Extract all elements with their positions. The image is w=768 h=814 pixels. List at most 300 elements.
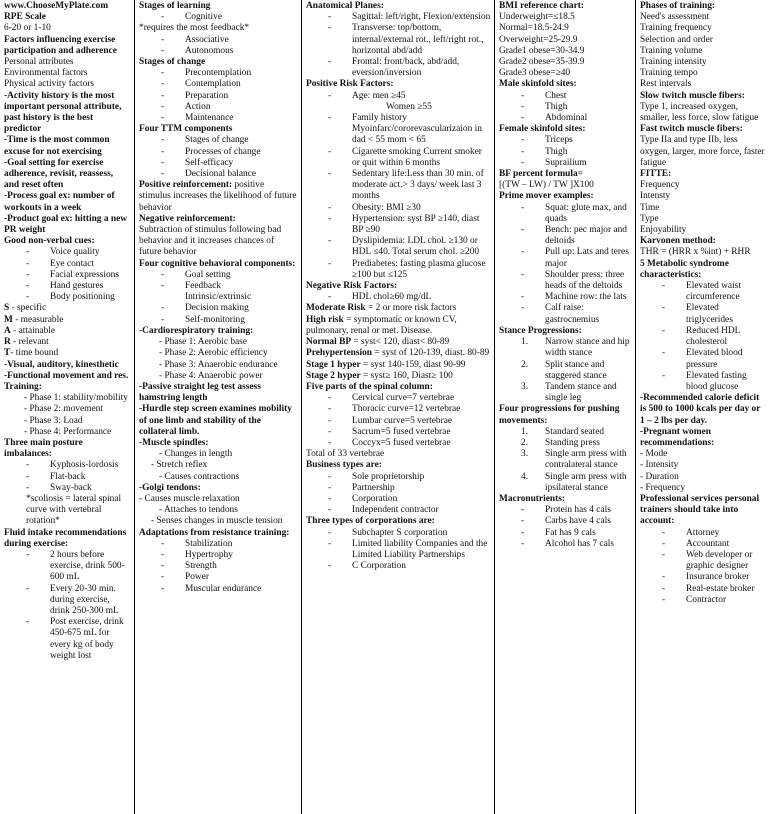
sheet-line [139, 292, 298, 303]
dash-bullet-icon: - [521, 516, 525, 527]
sheet-line [306, 337, 491, 348]
sheet-line [139, 539, 298, 550]
body-text: *requires the most feedback* [139, 23, 250, 34]
sheet-line [306, 12, 491, 23]
sheet-line [139, 505, 298, 516]
body-text: - Causes contractions [159, 471, 240, 482]
sheet-line [640, 595, 765, 606]
body-text: Chest [545, 90, 567, 101]
body-text: - Phase 1: Aerobic base [159, 337, 247, 348]
dash-bullet-icon: - [328, 415, 332, 426]
body-text: C Corporation [352, 561, 406, 572]
body-text: - Phase 2: Aerobic efficiency [159, 348, 268, 359]
dash-bullet-icon: - [328, 12, 332, 23]
heading-text: -Hurdle step screen examines mobility of one limb and stability of the collateral limb. [139, 404, 292, 437]
body-text: Standing press [545, 437, 600, 448]
sheet-line [139, 528, 298, 539]
sheet-line [640, 135, 765, 169]
dash-bullet-icon: - [161, 583, 165, 594]
sheet-line [640, 169, 765, 180]
dash-bullet-icon: - [521, 225, 525, 236]
sheet-line [499, 303, 632, 325]
sheet-line [640, 68, 765, 79]
body-text: - attainable [10, 325, 56, 336]
body-text: Insurance broker [686, 572, 750, 583]
sheet-line [306, 303, 491, 314]
dash-bullet-icon: - [662, 370, 666, 381]
body-text: Age: men ≥45 [352, 90, 406, 101]
sheet-line [306, 23, 491, 57]
sheet-line [306, 472, 491, 483]
heading-text: Four progressions for pushing movements: [499, 404, 620, 426]
body-text: Reduced HDL cholesterol [686, 325, 741, 348]
sheet-line [640, 393, 765, 427]
sheet-line [4, 236, 130, 247]
dash-bullet-icon: - [328, 23, 332, 34]
body-text: Shoulder press: three heads of the deltoids [545, 269, 625, 292]
dash-bullet-icon: - [662, 549, 666, 560]
sheet-line [4, 315, 130, 326]
body-text: Precontemplation [185, 68, 252, 79]
sheet-line [499, 147, 632, 158]
body-text: Corporation [352, 493, 398, 504]
sheet-line [499, 23, 632, 34]
body-text: Autonomous [185, 45, 234, 56]
sheet-line [640, 23, 765, 34]
dash-bullet-icon: - [328, 393, 332, 404]
sheet-line [640, 236, 765, 247]
sheet-line [139, 124, 298, 135]
sheet-line [139, 12, 298, 23]
sheet-line [499, 169, 632, 180]
dash-bullet-icon: - [521, 135, 525, 146]
dash-bullet-icon: - [26, 460, 30, 471]
body-text: Web developer or graphic designer [686, 549, 753, 572]
sheet-line [306, 449, 491, 460]
sheet-line [306, 79, 491, 90]
dash-bullet-icon: - [328, 169, 332, 180]
heading-text: Stance Progressions: [499, 325, 582, 336]
dash-bullet-icon: - [662, 281, 666, 292]
heading-text: S [4, 303, 10, 314]
body-text: Kyphosis-lordosis [50, 460, 119, 471]
heading-text: Four TTM components [139, 124, 233, 135]
dash-bullet-icon: - [662, 572, 666, 583]
body-text: Training intensity [640, 57, 707, 68]
sheet-line [4, 12, 130, 23]
sheet-line [139, 561, 298, 572]
sheet-line [139, 326, 298, 337]
sheet-line [640, 584, 765, 595]
dash-bullet-icon: - [26, 292, 30, 303]
sheet-line [139, 169, 298, 180]
body-text: Real-estate broker [686, 583, 755, 594]
dash-bullet-icon: - [662, 538, 666, 549]
sheet-line [4, 416, 130, 427]
heading-text: www.ChooseMyPlate.com [4, 1, 109, 11]
dash-bullet-icon: - [328, 471, 332, 482]
sheet-line [640, 124, 765, 135]
sheet-line [499, 516, 632, 527]
sheet-line [306, 416, 491, 427]
sheet-line [306, 236, 491, 258]
body-text: Intensty [640, 191, 671, 202]
sheet-line [640, 180, 765, 191]
body-text: - Stretch reflex [151, 460, 208, 471]
heading-text: A [4, 325, 11, 336]
body-text: Thigh [545, 146, 568, 157]
heading-text: -Cardiorespiratory training: [139, 325, 254, 336]
body-text: Preparation [185, 90, 229, 101]
sheet-line [499, 113, 632, 124]
sheet-line [640, 483, 765, 494]
sheet-line [306, 371, 491, 382]
dash-bullet-icon: - [521, 527, 525, 538]
body-text: Alcohol has 7 cals [545, 538, 614, 549]
heading-text: -Visual, auditory, kinesthetic [4, 359, 119, 370]
sheet-line [306, 360, 491, 371]
body-text: Eye contact [50, 258, 94, 269]
body-text: Post exercise, drink 450-675 mL for every kg of body weight lost [50, 617, 124, 661]
body-text: Obesity: BMI ≥30 [352, 202, 421, 213]
sheet-line [640, 460, 765, 471]
heading-text: T [4, 348, 11, 359]
body-text: Sacrum=5 fused vertebrae [352, 426, 451, 437]
dash-bullet-icon: - [26, 549, 30, 560]
heading-text: -Functional movement and res. Training: [4, 370, 129, 392]
sheet-line [139, 371, 298, 382]
sheet-line [139, 79, 298, 90]
dash-bullet-icon: - [161, 561, 165, 572]
body-text: THR = (HRR x %int) + RHR [640, 247, 751, 258]
body-text: Hypertension: syst BP ≥140, diast BP ≥90 [352, 213, 480, 236]
body-text: Subtraction of stimulus following bad behavior and it increases chances of future behavior [139, 225, 282, 258]
body-text: = syst≥ 160, Diast≥ 100 [360, 370, 453, 381]
body-text: Enjoyability [640, 225, 687, 236]
body-text: Contractor [686, 594, 727, 605]
body-text: Training tempo [640, 68, 698, 79]
heading-text: -Process goal ex: number of workouts in a week [4, 191, 115, 213]
list-number: 3. [521, 381, 529, 392]
sheet-line [4, 494, 130, 528]
sheet-line [139, 68, 298, 79]
body-text: Pull up: Lats and teres major [545, 247, 629, 269]
sheet-line [139, 180, 298, 214]
heading-text: RPE Scale [4, 12, 46, 23]
sheet-line [306, 1, 491, 12]
dash-bullet-icon: - [328, 258, 332, 269]
sheet-line [139, 360, 298, 371]
dash-bullet-icon: - [161, 79, 165, 90]
sheet-line [499, 57, 632, 68]
dash-bullet-icon: - [26, 269, 30, 280]
sheet-line [499, 1, 632, 12]
body-text: Frequency [640, 180, 680, 191]
body-text: Family history Myoinfarc/cororevascularizaion in dad < 55 mom < 65 [352, 113, 482, 146]
sheet-line [499, 472, 632, 494]
body-text: Training volume [640, 45, 703, 56]
body-text: Subchapter S corporation [352, 527, 448, 538]
sheet-line [139, 472, 298, 483]
heading-text: Negative Risk Factors: [306, 281, 398, 292]
sheet-line [139, 315, 298, 326]
heading-text: Moderate Risk [306, 303, 366, 314]
sheet-line [4, 438, 130, 460]
sheet-line [499, 135, 632, 146]
body-text: - Phase 4: Anaerobic power [159, 370, 263, 381]
body-text: Partnership [352, 482, 395, 493]
body-text: Decisional balance [185, 169, 257, 180]
sheet-line [4, 550, 130, 584]
sheet-line [640, 102, 765, 124]
sheet-line [306, 561, 491, 572]
sheet-line [640, 371, 765, 393]
sheet-line [139, 449, 298, 460]
sheet-line [306, 528, 491, 539]
sheet-line [4, 528, 130, 550]
body-text: Carbs have 4 cals [545, 516, 611, 527]
sheet-line [499, 494, 632, 505]
sheet-line [640, 348, 765, 370]
dash-bullet-icon: - [521, 505, 525, 516]
sheet-line [4, 79, 130, 90]
dash-bullet-icon: - [328, 561, 332, 572]
sheet-line [640, 572, 765, 583]
sheet-line [640, 225, 765, 236]
sheet-line [499, 438, 632, 449]
dash-bullet-icon: - [662, 303, 666, 314]
body-text: Goal setting [185, 269, 231, 280]
sheet-line [4, 1, 130, 12]
dash-bullet-icon: - [521, 146, 525, 157]
sheet-line [499, 270, 632, 292]
body-text: - Duration [640, 471, 679, 482]
body-text: Sagittal: left/right, Flexion/extension [352, 12, 491, 23]
sheet-line [4, 281, 130, 292]
body-text: Physical activity factors [4, 79, 95, 90]
sheet-line [306, 259, 491, 281]
sheet-line [306, 539, 491, 561]
body-text: Voice quality [50, 247, 100, 258]
body-text: Self-efficacy [185, 157, 234, 168]
body-text: Coccyx=5 fused vertebrae [352, 437, 451, 448]
body-text: - specific [9, 303, 47, 314]
dash-bullet-icon: - [328, 538, 332, 549]
heading-text: Male skinfold sites: [499, 79, 577, 90]
dash-bullet-icon: - [161, 157, 165, 168]
sheet-line [306, 460, 491, 471]
sheet-line [499, 180, 632, 191]
sheet-line [499, 225, 632, 247]
sheet-line [4, 35, 130, 57]
sheet-line [640, 247, 765, 258]
body-text: Overweight=25-29.9 [499, 34, 578, 45]
sheet-line [4, 427, 130, 438]
sheet-line [4, 617, 130, 662]
dash-bullet-icon: - [662, 348, 666, 359]
heading-text: -Time is the most common excuse for not exercising [4, 135, 110, 157]
body-text: Cognitive [185, 12, 222, 23]
body-text: - Phase 3: Anaerobic endurance [159, 359, 278, 370]
sheet-line [4, 584, 130, 618]
sheet-line [499, 102, 632, 113]
sheet-line [139, 102, 298, 113]
body-text: Elevated blood pressure [686, 348, 743, 370]
sheet-line [4, 483, 130, 494]
sheet-line [640, 214, 765, 225]
body-text: [(TW – LW) / TW ]X100 [499, 180, 594, 191]
heading-text: -Muscle spindles: [139, 437, 209, 448]
sheet-line [139, 281, 298, 292]
sheet-line [139, 46, 298, 57]
sheet-line [4, 91, 130, 136]
dash-bullet-icon: - [161, 549, 165, 560]
sheet-line [139, 483, 298, 494]
dash-bullet-icon: - [328, 57, 332, 68]
dash-bullet-icon: - [662, 325, 666, 336]
body-text: Single arm press with contralateral stance [545, 449, 627, 471]
sheet-line [640, 12, 765, 23]
sheet-line [4, 337, 130, 348]
dash-bullet-icon: - [161, 135, 165, 146]
body-text: Split stance and staggered stance [545, 359, 607, 381]
sheet-line [306, 483, 491, 494]
body-text: Selection and order [640, 34, 713, 45]
body-text: - Intensity [640, 460, 679, 471]
dash-bullet-icon: - [328, 213, 332, 224]
body-text: Standard seated [545, 426, 605, 437]
sheet-line [306, 169, 491, 203]
heading-text: Positive Risk Factors: [306, 79, 394, 90]
dash-bullet-icon: - [26, 258, 30, 269]
sheet-line [640, 281, 765, 303]
sheet-line [4, 259, 130, 270]
sheet-line [640, 326, 765, 348]
body-text: - Attaches to tendons [159, 505, 238, 516]
heading-text: -Goal setting for exercise adherence, revisit, reassess, and reset often [4, 157, 114, 191]
sheet-line [4, 360, 130, 371]
body-text: Narrow stance and hip width stance [545, 337, 630, 359]
dash-bullet-icon: - [161, 572, 165, 583]
dash-bullet-icon: - [26, 471, 30, 482]
body-text: Grade2 obese=35-39.9 [499, 57, 585, 68]
body-text: Transverse: top/bottom, internal/external rot., left/right rot., horizontal abd/add [352, 23, 484, 56]
heading-text: Three main posture imbalances: [4, 437, 83, 460]
list-number: 4. [521, 471, 529, 482]
body-text: Facial expressions [50, 269, 119, 280]
sheet-line [139, 303, 298, 314]
sheet-line [499, 124, 632, 135]
heading-text: 5 Metabolic syndrome characteristics: [640, 258, 729, 280]
sheet-line [139, 57, 298, 68]
sheet-line [306, 315, 491, 337]
sheet-line [499, 35, 632, 46]
heading-text: Stages of change [139, 57, 206, 68]
body-text: Stages of change [185, 135, 249, 146]
dash-bullet-icon: - [161, 281, 165, 292]
sheet-line [499, 79, 632, 90]
sheet-line [4, 135, 130, 157]
heading-text: -Pregnant women recommendations: [640, 426, 715, 448]
body-text: Decision making [185, 303, 249, 314]
dash-bullet-icon: - [328, 146, 332, 157]
sheet-line [640, 472, 765, 483]
body-text: - Causes muscle relaxation [139, 493, 240, 504]
body-text: Lumbar curve=5 vertebrae [352, 415, 453, 426]
dash-bullet-icon: - [328, 202, 332, 213]
body-text: Accountant [686, 538, 730, 549]
heading-text: M [4, 314, 13, 325]
body-text: positive stimulus increases the likelihood of future behavior [139, 180, 297, 213]
sheet-line [499, 91, 632, 102]
sheet-line [499, 292, 632, 303]
dash-bullet-icon: - [662, 594, 666, 605]
dash-bullet-icon: - [161, 269, 165, 280]
sheet-line [139, 438, 298, 449]
sheet-line [499, 449, 632, 471]
sheet-line [640, 79, 765, 90]
sheet-line [640, 57, 765, 68]
sheet-line [499, 382, 632, 404]
sheet-line [640, 494, 765, 528]
dash-bullet-icon: - [26, 583, 30, 594]
sheet-line [139, 494, 298, 505]
heading-text: -Activity history is the most important personal attribute, past history is the best predictor [4, 90, 122, 135]
list-number: 2. [521, 437, 529, 448]
sheet-line [640, 203, 765, 214]
dash-bullet-icon: - [161, 538, 165, 549]
dash-bullet-icon: - [328, 493, 332, 504]
column-3 [301, 0, 494, 814]
sheet-line [306, 494, 491, 505]
dash-bullet-icon: - [328, 426, 332, 437]
sheet-line [306, 281, 491, 292]
body-text: Environmental factors [4, 68, 88, 79]
body-text: Calf raise: gastrocnemius [545, 303, 600, 325]
body-text: Time [640, 202, 660, 213]
sheet-line [4, 404, 130, 415]
sheet-line [499, 46, 632, 57]
body-text: - Phase 2: movement [24, 404, 103, 415]
sheet-line [4, 270, 130, 281]
sheet-line [306, 292, 491, 303]
dash-bullet-icon: - [521, 292, 525, 303]
sheet-line [640, 550, 765, 572]
sheet-line [139, 113, 298, 124]
sheet-line [4, 158, 130, 192]
sheet-line [306, 147, 491, 169]
column-1 [0, 0, 133, 814]
dash-bullet-icon: - [161, 68, 165, 79]
heading-text: -Recommended calorie deficit is 500 to 1000 kcals per day or 1 – 2 lbs per day. [640, 393, 761, 426]
body-text: Elevated triglycerides [686, 303, 733, 325]
heading-text: Prehypertension [306, 348, 372, 359]
dash-bullet-icon: - [328, 90, 332, 101]
sheet-line [499, 12, 632, 23]
body-text: Single arm press with ipsilateral stance [545, 471, 627, 493]
body-text: Self-monitoring [185, 314, 245, 325]
heading-text: -Golgi tendons: [139, 482, 201, 493]
body-text: HDL chol≥60 mg/dL [352, 292, 432, 303]
sheet-line [640, 46, 765, 57]
body-text: Cigarette smoking Current smoker or quit within 6 months [352, 146, 482, 168]
sheet-line [499, 158, 632, 169]
dash-bullet-icon: - [662, 527, 666, 538]
heading-text: Five parts of the spinal column: [306, 381, 433, 392]
dash-bullet-icon: - [521, 113, 525, 124]
body-text: Elevated fasting blood glucose [686, 370, 747, 392]
body-text: Every 20-30 min. during exercise, drink 250-300 mL [50, 583, 119, 616]
